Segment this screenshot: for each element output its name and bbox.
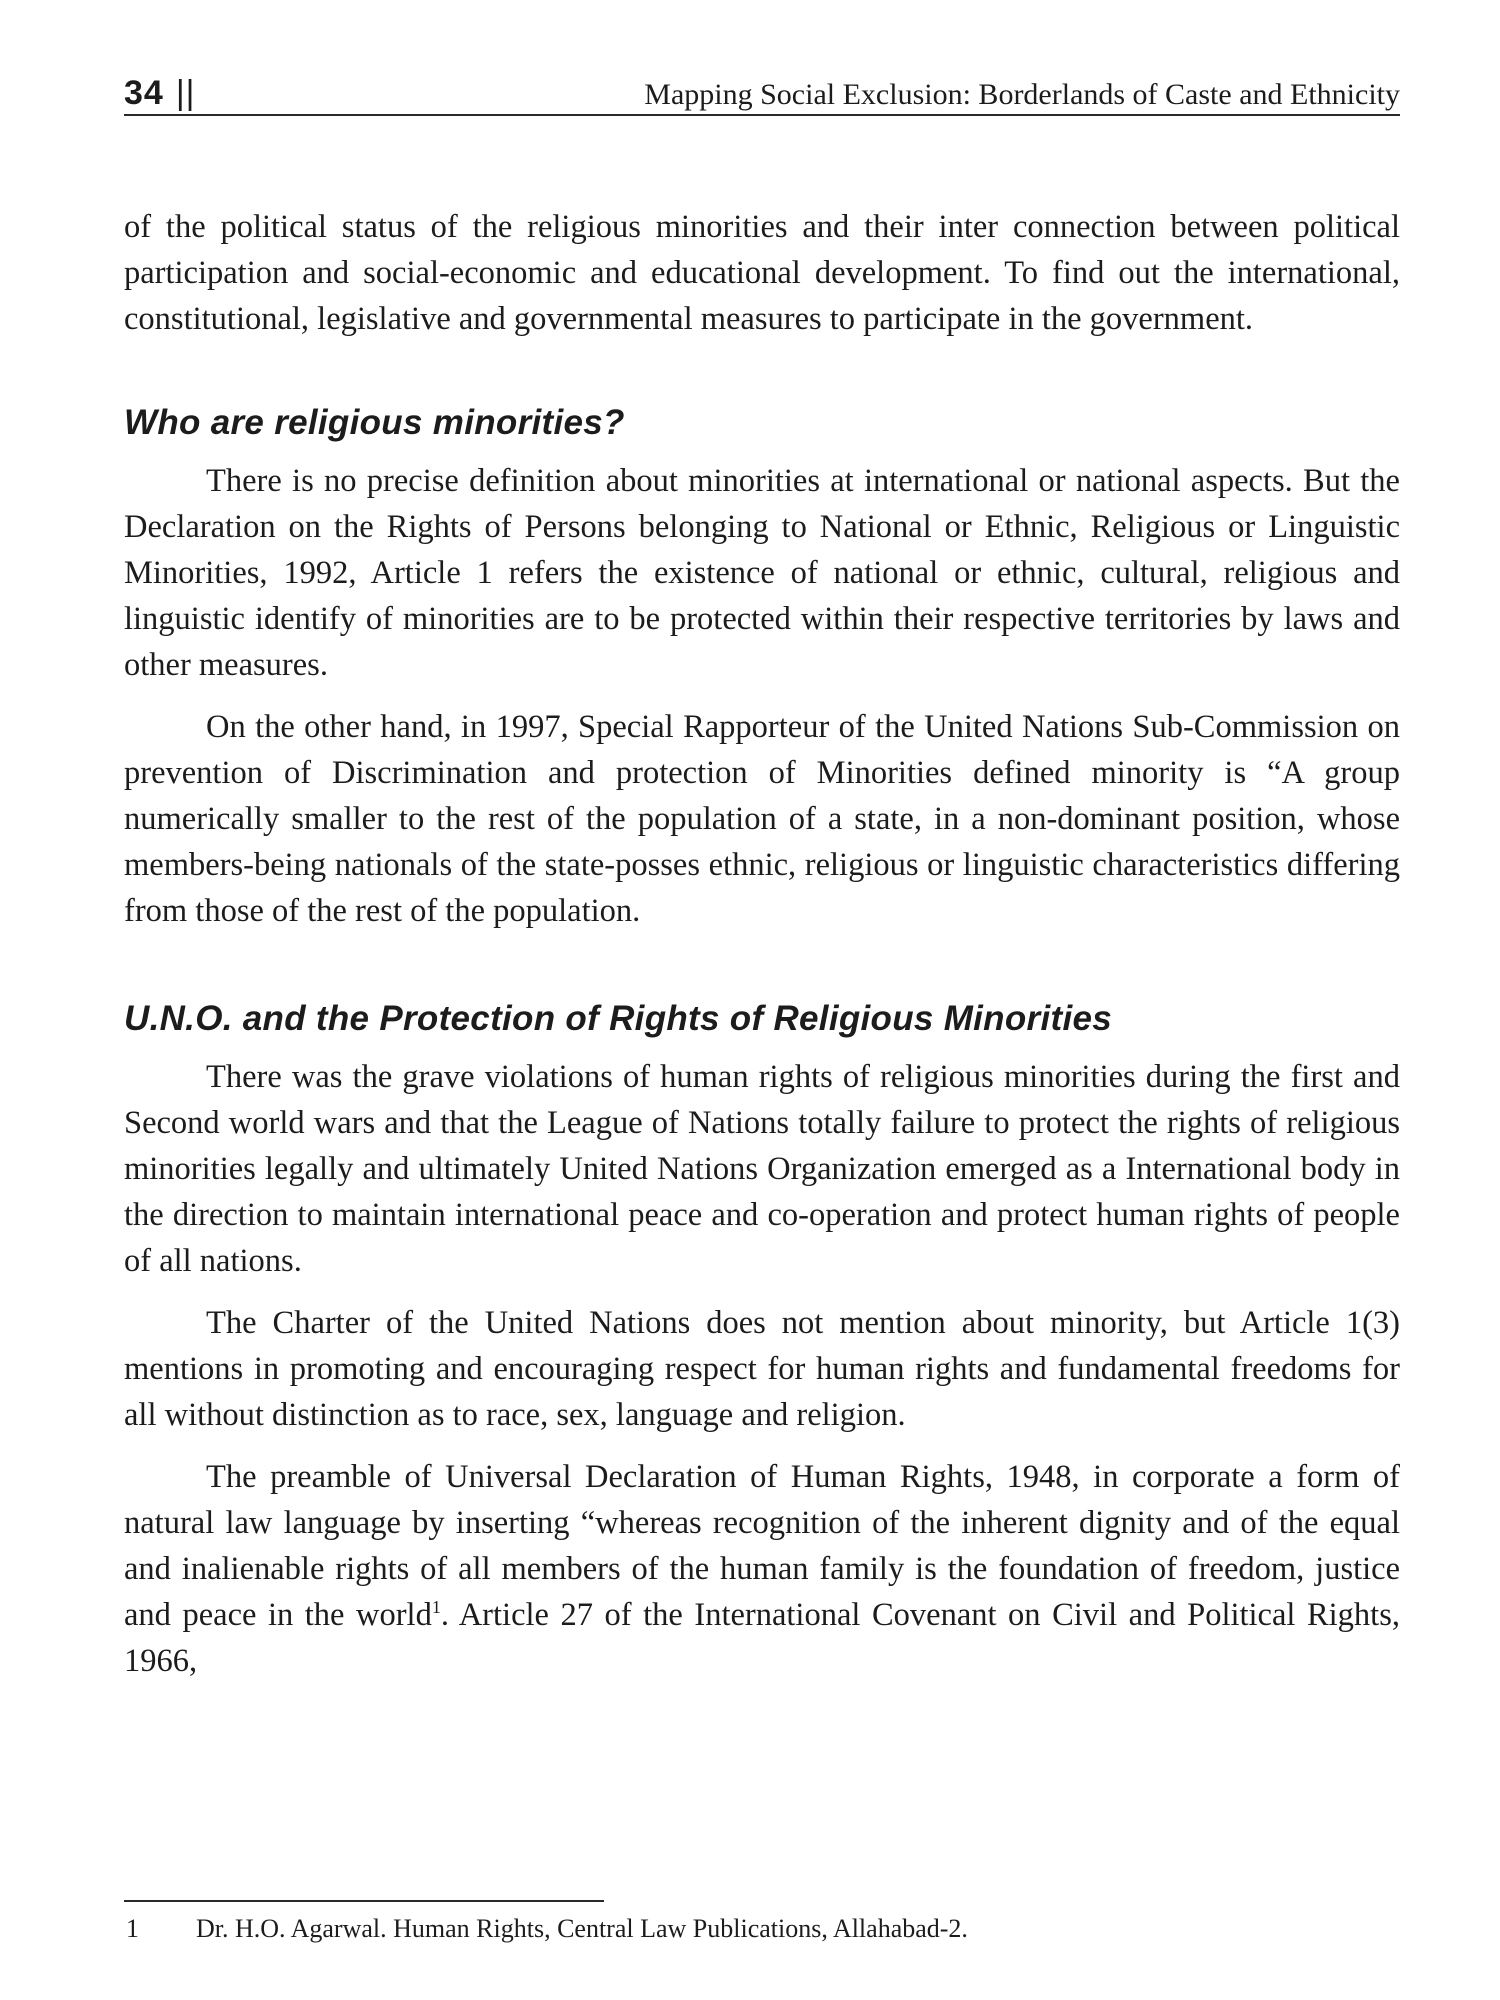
- body-text: [124, 204, 1400, 1684]
- section2-paragraph-3: [124, 1454, 1400, 1684]
- footnote-rule: [124, 1900, 604, 1902]
- section1-paragraph-2: On the other hand, in 1997, Special Rapporteur of the United Nations Sub-Commission on prevention of Discrimination and protection of Minorities defined minority is “A group numerically smaller to the rest of the population of a state, in a non-dominant position, whose members-being nationals of the state-posses ethnic, religious or linguistic characteristics differing from those of the rest of the population.: [124, 709, 1400, 929]
- page-number: 34: [124, 74, 164, 112]
- running-title: Mapping Social Exclusion: Borderlands of Caste and Ethnicity: [644, 78, 1400, 111]
- page: [124, 62, 1400, 1684]
- paragraph-text-before-reference: The preamble of Universal Declaration of Human Rights, 1948, in corporate a form of natural law language by inserting “whereas recognition of the inherent dignity and of the equal and inalienable rights of all members of the human family is the foundation of freedom, justice and peace in the world: [124, 1459, 1400, 1633]
- section2-paragraph-1: There was the grave violations of human rights of religious minorities during the first and Second world wars and that the League of Nations totally failure to protect the rights of religious minorities legally and ultimately United Nations Organization emerged as a International body in the direction to maintain international peace and co-operation and protect human rights of people of all nations.: [124, 1059, 1400, 1279]
- section-heading-religious-minorities: Who are religious minorities?: [124, 403, 625, 442]
- paragraph-text-after-reference: . Article 27 of the International Covenant on Civil and Political Rights, 1966,: [124, 1597, 1400, 1679]
- intro-paragraph: of the political status of the religious minorities and their inter connection between political participation and social-economic and educational development. To find out the international, constitutional, legislative and governmental measures to participate in the government.: [124, 209, 1400, 337]
- footnote: [124, 1912, 1400, 1946]
- section2-paragraph-2: The Charter of the United Nations does not mention about minority, but Article 1(3) mentions in promoting and encouraging respect for human rights and fundamental freedoms for all without distinction as to race, sex, language and religion.: [124, 1305, 1400, 1433]
- running-header: [124, 62, 1400, 116]
- section1-paragraph-1: There is no precise definition about minorities at international or national aspects. But the Declaration on the Rights of Persons belonging to National or Ethnic, Religious or Linguistic Minorities, 1992, Article 1 refers the existence of national or ethnic, cultural, religious and linguistic identify of minorities are to be protected within their respective territories by laws and other measures.: [124, 463, 1400, 683]
- footnote-reference[interactable]: 1: [431, 1597, 441, 1618]
- footnote-number: 1: [126, 1914, 139, 1943]
- footnote-text: Dr. H.O. Agarwal. Human Rights, Central Law Publications, Allahabad-2.: [196, 1914, 968, 1943]
- header-separator: ||: [175, 74, 196, 112]
- section-heading-uno-protection: U.N.O. and the Protection of Rights of Religious Minorities: [124, 999, 1112, 1038]
- page-number-block: [124, 76, 196, 110]
- footnote-area: [124, 1900, 1400, 1946]
